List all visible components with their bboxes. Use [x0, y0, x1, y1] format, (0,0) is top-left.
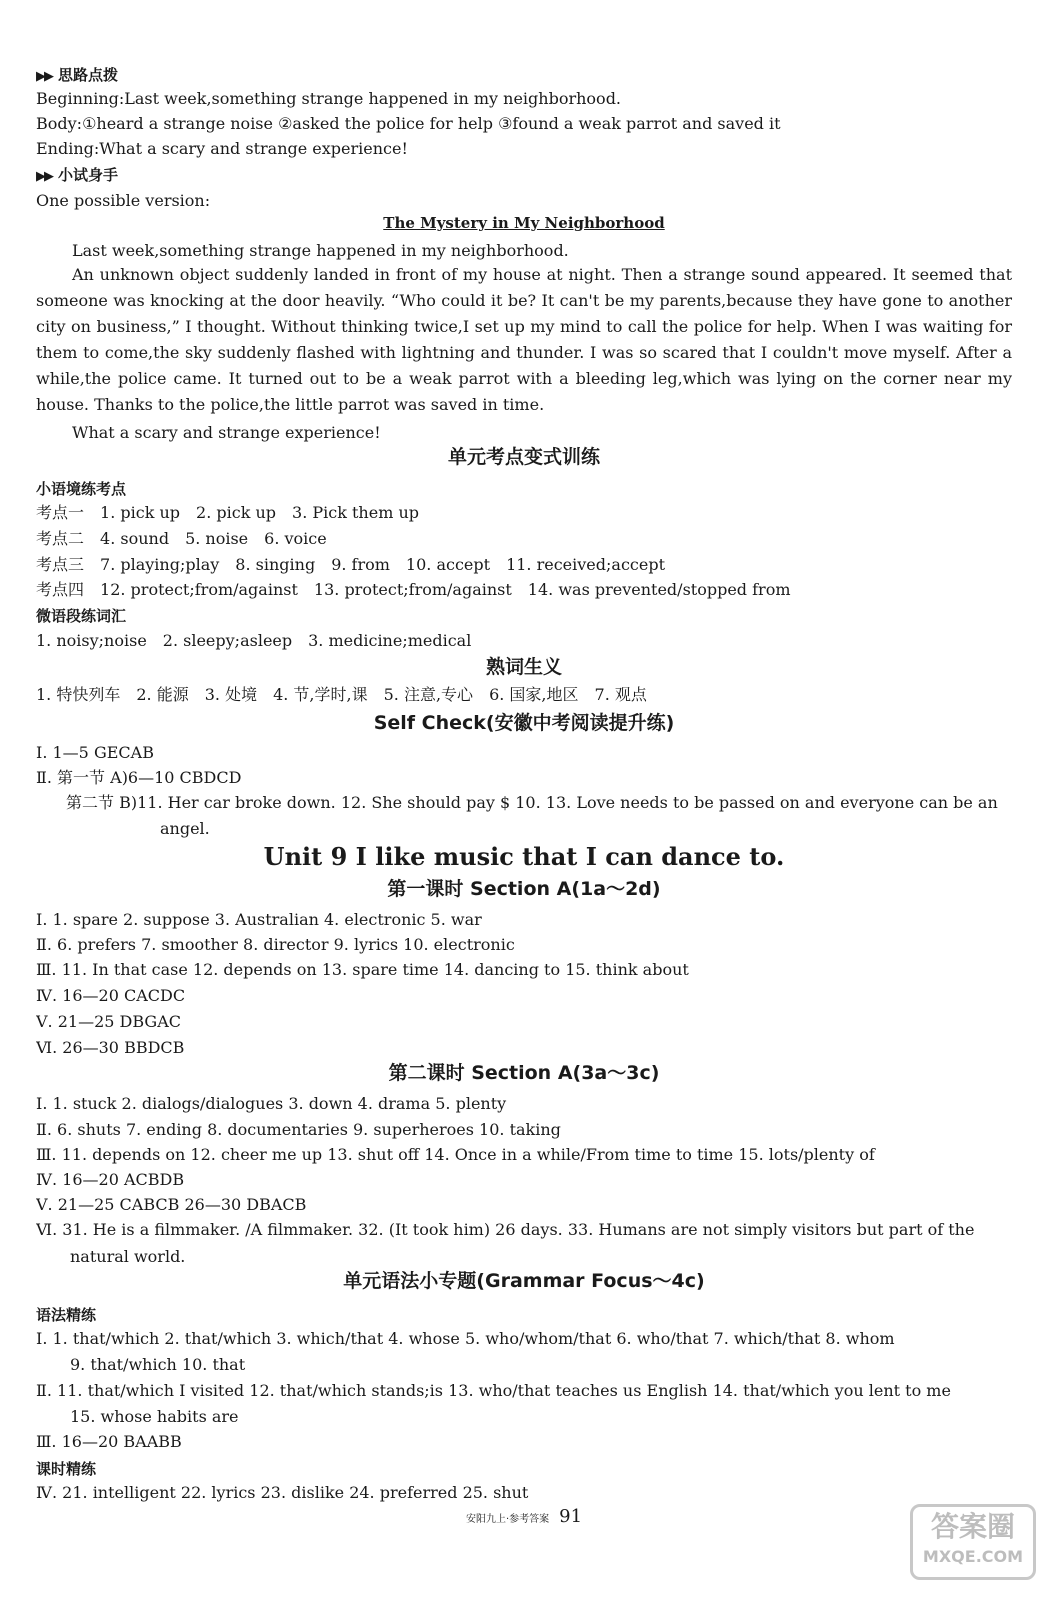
- footer-book-label: 安阳九上·参考答案: [465, 1514, 550, 1525]
- kaodian-4-row: 考点四 12. protect;from/against 13. protect;from/against 14. was prevented/stopped from: [36, 580, 791, 599]
- lesson-1-row: Ⅱ. 6. prefers 7. smoother 8. director 9. lyrics 10. electronic: [36, 935, 515, 954]
- lesson-2-row: Ⅳ. 16—20 ACBDB: [36, 1170, 185, 1189]
- section-heading-new-meanings: 熟词生义: [485, 656, 562, 678]
- story-paragraph-2: An unknown object suddenly landed in front of my house at night. Then a strange sound appeared. It seemed that someone was knocking at the door heavily. “Who could it be? It can't be my parents,because they have gone to another city on business,” I thought. Without thinking twice,I set up my mind to call the police for help. When I was waiting for them to come,the sky suddenly flashed with lightning and thunder. I was so scared that I couldn't move myself. After a while,the police came. It turned out to be a weak parrot with a bleeding leg,which was lying on the corner near my house. Thanks to the police,the little parrot was saved in time.: [36, 265, 1012, 414]
- version-label: One possible version:: [36, 191, 211, 210]
- kaodian-1-row: 考点一 1. pick up 2. pick up 3. Pick them up: [36, 503, 419, 522]
- outline-beginning: Beginning:Last week,something strange happened in my neighborhood.: [36, 89, 622, 108]
- outline-body: Body:①heard a strange noise ②asked the police for help ③found a weak parrot and saved it: [36, 114, 781, 133]
- lesson-2-row: natural world.: [70, 1247, 186, 1266]
- kaodian-2-row: 考点二 4. sound 5. noise 6. voice: [36, 529, 327, 548]
- lesson-1-row: Ⅰ. 1. spare 2. suppose 3. Australian 4. electronic 5. war: [36, 910, 482, 929]
- self-check-row-1: Ⅰ. 1—5 GECAB: [36, 743, 154, 762]
- lesson-2-row: Ⅵ. 31. He is a filmmaker. /A filmmaker. 32. (It took him) 26 days. 33. Humans are not simply visitors but part of the: [36, 1220, 975, 1239]
- double-arrow-icon: ▶▶: [36, 69, 52, 84]
- lesson-2-row: Ⅱ. 6. shuts 7. ending 8. documentaries 9. superheroes 10. taking: [36, 1120, 561, 1139]
- story-title: The Mystery in My Neighborhood: [383, 214, 665, 232]
- self-check-row-3: 第二节 B)11. Her car broke down. 12. She should pay $ 10. 13. Love needs to be passed on and everyone can be an: [66, 793, 998, 812]
- lesson-practice-row: Ⅳ. 21. intelligent 22. lyrics 23. dislike 24. preferred 25. shut: [36, 1483, 529, 1502]
- self-check-row-2: Ⅱ. 第一节 A)6—10 CBDCD: [36, 768, 242, 787]
- grammar-row: Ⅲ. 16—20 BAABB: [36, 1432, 182, 1451]
- lesson-2-row: Ⅰ. 1. stuck 2. dialogs/dialogues 3. down 4. drama 5. plenty: [36, 1094, 507, 1113]
- unit-title: Unit 9 I like music that I can dance to.: [263, 842, 785, 871]
- watermark-logo: 答案圈 MXQE.COM: [910, 1504, 1036, 1580]
- section-heading-unit-training: 单元考点变式训练: [447, 446, 600, 468]
- subheading-vocab: 微语段练词汇: [36, 607, 127, 625]
- double-arrow-icon: ▶▶: [36, 169, 52, 184]
- grammar-row: 15. whose habits are: [70, 1407, 239, 1426]
- grammar-row: 9. that/which 10. that: [70, 1355, 246, 1374]
- lesson-2-row: Ⅲ. 11. depends on 12. cheer me up 13. shut off 14. Once in a while/From time to time 15. lots/plenty of: [36, 1145, 875, 1164]
- lesson-1-row: Ⅲ. 11. In that case 12. depends on 13. spare time 14. dancing to 15. think about: [36, 960, 689, 979]
- grammar-row: Ⅰ. 1. that/which 2. that/which 3. which/that 4. whose 5. who/whom/that 6. who/that 7. which/that 8. whom: [36, 1329, 895, 1348]
- lesson-2-row: Ⅴ. 21—25 CABCB 26—30 DBACB: [36, 1195, 307, 1214]
- vocab-row: 1. noisy;noise 2. sleepy;asleep 3. medicine;medical: [36, 631, 472, 650]
- try-heading: ▶▶ 小试身手: [36, 166, 119, 184]
- subheading-lesson-practice: 课时精练: [36, 1460, 97, 1478]
- section-heading-self-check: Self Check(安徽中考阅读提升练): [373, 712, 675, 734]
- self-check-row-3-cont: angel.: [160, 819, 210, 838]
- story-paragraph-3: What a scary and strange experience!: [72, 423, 381, 442]
- page-number: 91: [559, 1506, 583, 1527]
- lesson-1-row: Ⅴ. 21—25 DBGAC: [36, 1012, 181, 1031]
- page-footer: [0, 1506, 1048, 1527]
- lesson-1-row: Ⅳ. 16—20 CACDC: [36, 986, 186, 1005]
- kaodian-3-row: 考点三 7. playing;play 8. singing 9. from 10. accept 11. received;accept: [36, 555, 665, 574]
- new-meanings-row: 1. 特快列车 2. 能源 3. 处境 4. 节,学时,课 5. 注意,专心 6. 国家,地区 7. 观点: [36, 685, 647, 704]
- subheading-grammar-practice: 语法精练: [36, 1306, 97, 1324]
- lesson-2-heading: 第二课时 Section A(3a～3c): [388, 1062, 660, 1084]
- lesson-1-heading: 第一课时 Section A(1a～2d): [387, 878, 661, 900]
- section-heading-grammar: 单元语法小专题(Grammar Focus～4c): [343, 1270, 705, 1292]
- tip-heading: ▶▶ 思路点拨: [36, 66, 119, 84]
- lesson-1-row: Ⅵ. 26—30 BBDCB: [36, 1038, 185, 1057]
- story-paragraph-1: Last week,something strange happened in my neighborhood.: [72, 241, 569, 260]
- grammar-row: Ⅱ. 11. that/which I visited 12. that/which stands;is 13. who/that teaches us English 14. that/which you lent to me: [36, 1381, 951, 1400]
- outline-ending: Ending:What a scary and strange experience!: [36, 139, 408, 158]
- subheading-context: 小语境练考点: [36, 480, 127, 498]
